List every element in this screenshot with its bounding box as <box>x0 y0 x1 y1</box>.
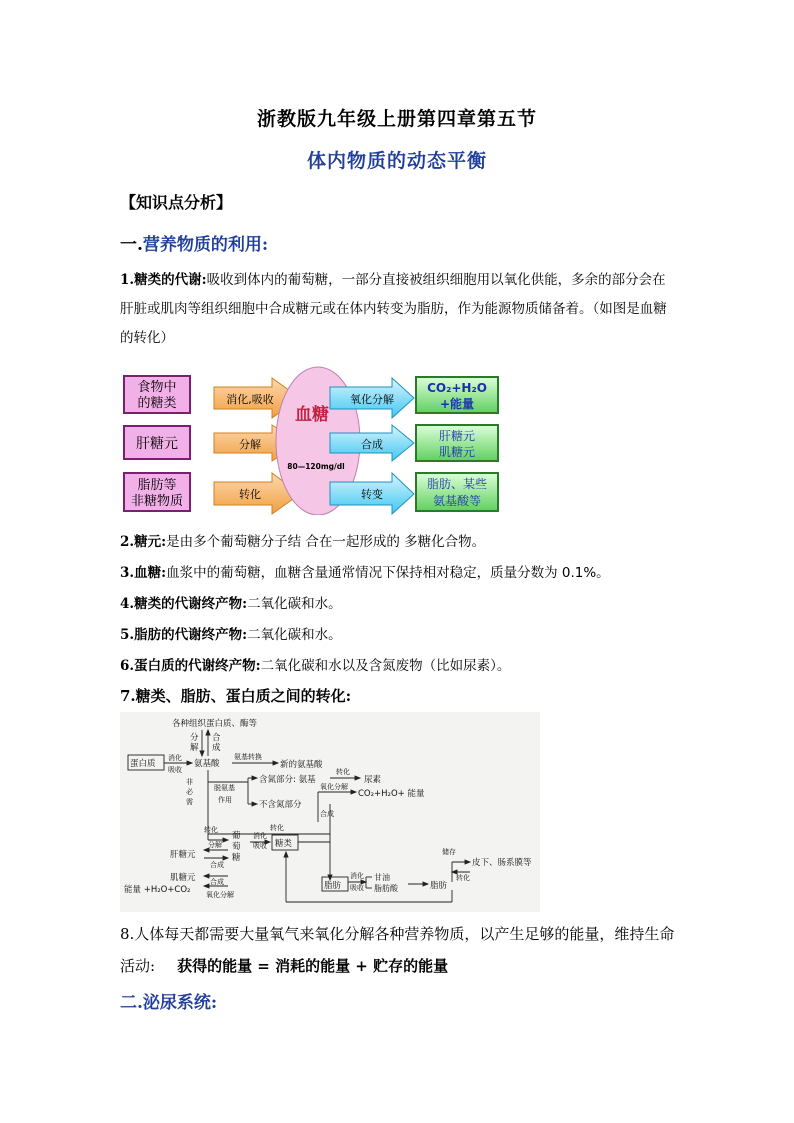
paragraph-1-text: 吸收到体内的葡萄糖，一部分直接被组织细胞用以氧化供能，多余的部分会在肝脏或肌肉等组织细胞中合成糖元或在体内转变为脂肪，作为能源物质储备着。（如图是血糖的转化） <box>120 272 667 346</box>
liver-glycogen-label: 肝糖元 <box>136 436 178 452</box>
food-sugar-line2: 的糖类 <box>137 396 177 411</box>
paragraph-4-text: 二氧化碳和水。 <box>247 596 342 612</box>
d2-glucose-2: 萄 <box>232 842 241 852</box>
paragraph-8 <box>120 918 680 982</box>
glycogen-line1: 肝糖元 <box>438 429 476 443</box>
d2-xishou-3: 吸收 <box>350 884 364 892</box>
paragraph-1-label: 1.糖类的代谢: <box>120 272 207 288</box>
left-arrow-1-label: 消化,吸收 <box>226 393 274 406</box>
d2-hecheng-3: 合成 <box>210 861 224 869</box>
paragraph-2-text: 是由多个葡萄糖分子结 合在一起形成的 多糖化合物。 <box>166 534 486 550</box>
d2-fei-3: 需 <box>186 798 193 806</box>
paragraph-3-text: 血浆中的葡萄糖，血糖含量通常情况下保持相对稳定，质量分数为 0.1%。 <box>166 565 610 581</box>
d2-xishou-2: 吸收 <box>253 842 267 850</box>
paragraph-3 <box>120 561 610 581</box>
d2-zhuanhua-4: 转化 <box>456 874 470 882</box>
right-arrow-1-label: 氧化分解 <box>350 393 394 406</box>
paragraph-7 <box>120 685 351 706</box>
co2-line1: CO₂+H₂O <box>427 381 487 395</box>
d2-hecheng-mid: 合成 <box>320 810 334 818</box>
paragraph-3-label: 3.血糖: <box>120 565 167 581</box>
d2-xishou: 吸收 <box>168 766 182 774</box>
d2-amino-transfer: 氨基转换 <box>234 753 262 761</box>
paragraph-4 <box>120 592 342 612</box>
paragraph-6-text: 二氧化碳和水以及含氮废物（比如尿素）。 <box>260 658 511 674</box>
page-subtitle: 体内物质的动态平衡 <box>306 150 487 172</box>
d2-amino: 氨基酸 <box>194 759 220 769</box>
fat-amino-line1: 脂肪、某些 <box>426 477 488 491</box>
blood-sugar-diagram <box>122 363 507 515</box>
d2-fei-2: 必 <box>186 788 193 796</box>
d2-zhuanhua-2: 转化 <box>270 824 284 832</box>
d2-fatty-acid: 脂肪酸 <box>374 884 398 893</box>
d2-protein: 蛋白质 <box>130 759 156 769</box>
heading-1-text: 营养物质的利用: <box>142 235 269 255</box>
d2-liver-glycogen: 肝糖元 <box>170 850 196 860</box>
paragraph-6-label: 6.蛋白质的代谢终产物: <box>120 658 261 674</box>
heading-2: 二.泌尿系统: <box>120 993 218 1013</box>
d2-subcutaneous: 皮下、肠系膜等 <box>472 858 532 868</box>
d2-fenjie-2: 解 <box>190 743 199 753</box>
paragraph-6 <box>120 654 510 674</box>
right-arrow-2-label: 合成 <box>361 438 383 451</box>
d2-glycerol: 甘油 <box>374 873 390 882</box>
paragraph-5-label: 5.脂肪的代谢终产物: <box>120 627 248 643</box>
right-arrow-3-label: 转变 <box>361 488 383 501</box>
d2-deamination: 脱氨基 <box>214 784 235 792</box>
d2-muscle-glycogen: 肌糖元 <box>170 873 196 883</box>
d2-zhuanhua-3: 转化 <box>204 826 218 834</box>
d2-energy: 能量 +H₂O+CO₂ <box>124 885 191 895</box>
energy-formula: 获得的能量 = 消耗的能量 + 贮存的能量 <box>177 957 449 975</box>
d2-fenjie-1: 分 <box>190 733 199 743</box>
paragraph-8-text: 8.人体每天都需要大量氧气来氧化分解各种营养物质，以产生足够的能量，维持生命活动: <box>120 925 675 975</box>
d2-top: 各种组织蛋白质、酶等 <box>172 719 258 729</box>
d2-non-nitrogen: 不含氮部分 <box>259 800 302 810</box>
d2-glucose-3: 糖 <box>232 853 241 863</box>
d2-storage: 储存 <box>442 848 456 856</box>
left-arrow-2-label: 分解 <box>239 438 261 451</box>
blood-sugar-label: 血糖 <box>295 405 329 425</box>
left-arrow-3-label: 转化 <box>239 488 261 501</box>
paragraph-7-label: 7.糖类、脂肪、蛋白质之间的转化: <box>120 687 352 705</box>
d2-new-amino: 新的氨基酸 <box>280 760 323 770</box>
d2-xiaohua: 消化 <box>168 754 182 762</box>
fat-line1: 脂肪等 <box>137 478 177 493</box>
heading-1-number: 一. <box>120 235 143 255</box>
paragraph-1 <box>120 266 678 353</box>
d2-sugar: 糖类 <box>275 839 293 849</box>
d2-nitrogen-part: 含氮部分: 氨基 <box>259 775 316 785</box>
heading-1 <box>120 230 268 255</box>
fat-amino-line2: 氨基酸等 <box>432 494 482 508</box>
paragraph-2 <box>120 530 485 550</box>
section-label: 【知识点分析】 <box>120 193 233 212</box>
d2-zuoyong: 作用 <box>218 796 232 804</box>
paragraph-4-label: 4.糖类的代谢终产物: <box>120 596 248 612</box>
paragraph-5 <box>120 623 342 643</box>
d2-product: CO₂+H₂O+ 能量 <box>358 789 425 799</box>
d2-hecheng-4: 合成 <box>210 878 224 886</box>
d2-xiaohua-2: 消化 <box>253 832 267 840</box>
nutrient-conversion-diagram <box>120 712 540 912</box>
paragraph-2-label: 2.糖元: <box>120 534 167 550</box>
d2-urea: 尿素 <box>364 775 382 785</box>
fat-line2: 非糖物质 <box>130 494 184 509</box>
d2-oxidation: 氧化分解 <box>320 783 348 791</box>
d2-hecheng-2: 成 <box>212 743 221 753</box>
d2-fat: 脂肪 <box>324 881 342 891</box>
d2-xiaohua-3: 消化 <box>350 872 364 880</box>
co2-line2: +能量 <box>439 397 475 411</box>
d2-zhuanhua-1: 转化 <box>336 768 350 776</box>
paragraph-5-text: 二氧化碳和水。 <box>247 627 342 643</box>
d2-fei-1: 非 <box>186 778 193 786</box>
d2-oxidation-2: 氧化分解 <box>206 891 234 899</box>
food-sugar-line1: 食物中 <box>137 380 177 395</box>
d2-glucose-1: 葡 <box>232 831 241 841</box>
page-title: 浙教版九年级上册第四章第五节 <box>256 108 537 130</box>
d2-fat-2: 脂肪 <box>430 881 448 891</box>
d2-fenjie-3: 分解 <box>208 841 222 849</box>
glycogen-line2: 肌糖元 <box>438 445 476 459</box>
blood-sugar-range: 80—120mg/dl <box>287 462 345 471</box>
d2-hecheng-1: 合 <box>212 733 221 743</box>
